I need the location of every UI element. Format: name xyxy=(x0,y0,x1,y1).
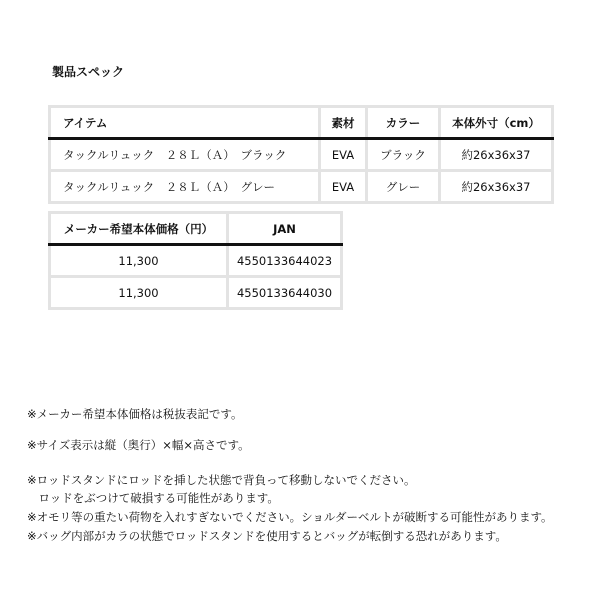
header-dimensions: 本体外寸（cm） xyxy=(440,107,553,139)
cell-material: EVA xyxy=(320,171,367,203)
table-row xyxy=(50,277,342,309)
note-price-tax: ※メーカー希望本体価格は税抜表記です。 xyxy=(27,407,243,421)
cell-jan: 4550133644023 xyxy=(228,245,342,277)
spec-table xyxy=(48,105,554,204)
header-item: アイテム xyxy=(50,107,320,139)
note-tipping: ※バッグ内部がカラの状態でロッドスタンドを使用するとバッグが転倒する恐れがあります。 xyxy=(27,529,507,543)
table-row xyxy=(50,139,553,171)
cell-color: グレー xyxy=(367,171,440,203)
note-size: ※サイズ表示は縦（奥行）×幅×高さです。 xyxy=(27,438,250,452)
cell-item: タックルリュック ２８Ｌ（Ａ） グレー xyxy=(50,171,320,203)
note-weight: ※オモリ等の重たい荷物を入れすぎないでください。ショルダーベルトが破断する可能性があります。 xyxy=(27,510,553,524)
note-rod-stand: ※ロッドスタンドにロッドを挿した状態で背負って移動しないでください。 xyxy=(27,473,416,487)
table-row xyxy=(50,171,553,203)
table-header-row xyxy=(50,213,342,245)
price-table xyxy=(48,211,343,310)
header-jan: JAN xyxy=(228,213,342,245)
table-row xyxy=(50,245,342,277)
cell-jan: 4550133644030 xyxy=(228,277,342,309)
cell-dimensions: 約26x36x37 xyxy=(440,171,553,203)
header-color: カラー xyxy=(367,107,440,139)
cell-material: EVA xyxy=(320,139,367,171)
table-header-row xyxy=(50,107,553,139)
header-price: メーカー希望本体価格（円） xyxy=(50,213,228,245)
cell-color: ブラック xyxy=(367,139,440,171)
cell-item: タックルリュック ２８Ｌ（Ａ） ブラック xyxy=(50,139,320,171)
header-material: 素材 xyxy=(320,107,367,139)
cell-price: 11,300 xyxy=(50,245,228,277)
cell-price: 11,300 xyxy=(50,277,228,309)
cell-dimensions: 約26x36x37 xyxy=(440,139,553,171)
note-rod-damage: ロッドをぶつけて破損する可能性があります。 xyxy=(27,491,279,505)
section-title: 製品スペック xyxy=(52,65,125,79)
